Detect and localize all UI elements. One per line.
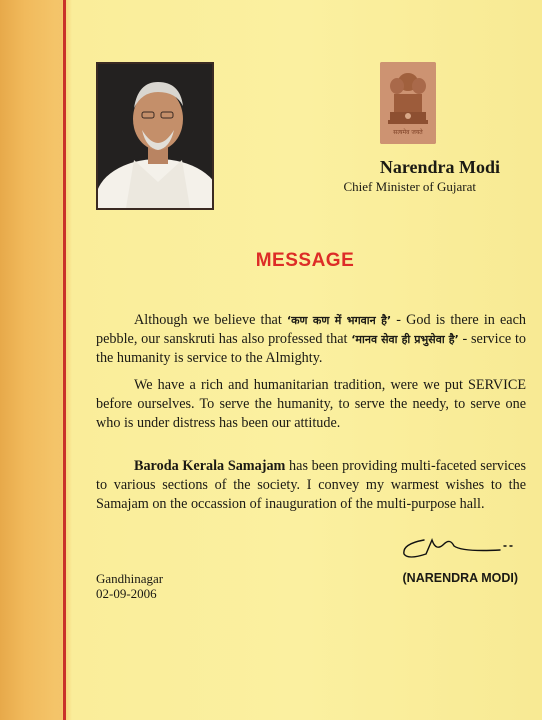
p1-hindi-quote-1: ‘कण कण में भगवान है’ xyxy=(286,314,392,327)
signature-name: (NARENDRA MODI) xyxy=(402,571,518,585)
paragraph-2: We have a rich and humanitarian tradition, were we put SERVICE before ourselves. To serve the humanity, to serve the needy, to serve one who is under distress has been our attitude. xyxy=(96,377,526,431)
p1-text-2: - God is there in each pebble, our sanskruti has also professed that xyxy=(96,312,526,347)
state-emblem xyxy=(380,62,436,144)
p3-text: has been providing multi-faceted services to various sections of the society. I convey my warmest wishes to the Samajam on the occassion of inauguration of the multi-purpose hall. xyxy=(96,458,527,512)
paragraph-1 xyxy=(96,311,526,368)
message-heading: MESSAGE xyxy=(255,250,355,271)
signer-title: Chief Minister of Gujarat xyxy=(343,179,476,194)
left-edge-band xyxy=(0,0,62,720)
emblem-motto: सत्यमेव जयते xyxy=(393,129,423,136)
place: Gandhinagar xyxy=(96,571,164,586)
signer-name: Narendra Modi xyxy=(379,157,500,177)
red-margin-rule xyxy=(63,0,66,720)
paragraph-3 xyxy=(96,457,526,514)
p1-hindi-quote-2: ‘मानव सेवा ही प्रभुसेवा है’ xyxy=(351,333,459,346)
p3-organisation-name: Baroda Kerala Samajam xyxy=(134,458,286,474)
p1-text-3: - service to the humanity is service to the Almighty. xyxy=(96,331,526,366)
portrait-photo xyxy=(96,62,214,210)
p1-text-1: Although we believe that xyxy=(134,312,287,328)
handwritten-signature xyxy=(396,530,526,566)
date: 02-09-2006 xyxy=(96,586,157,601)
